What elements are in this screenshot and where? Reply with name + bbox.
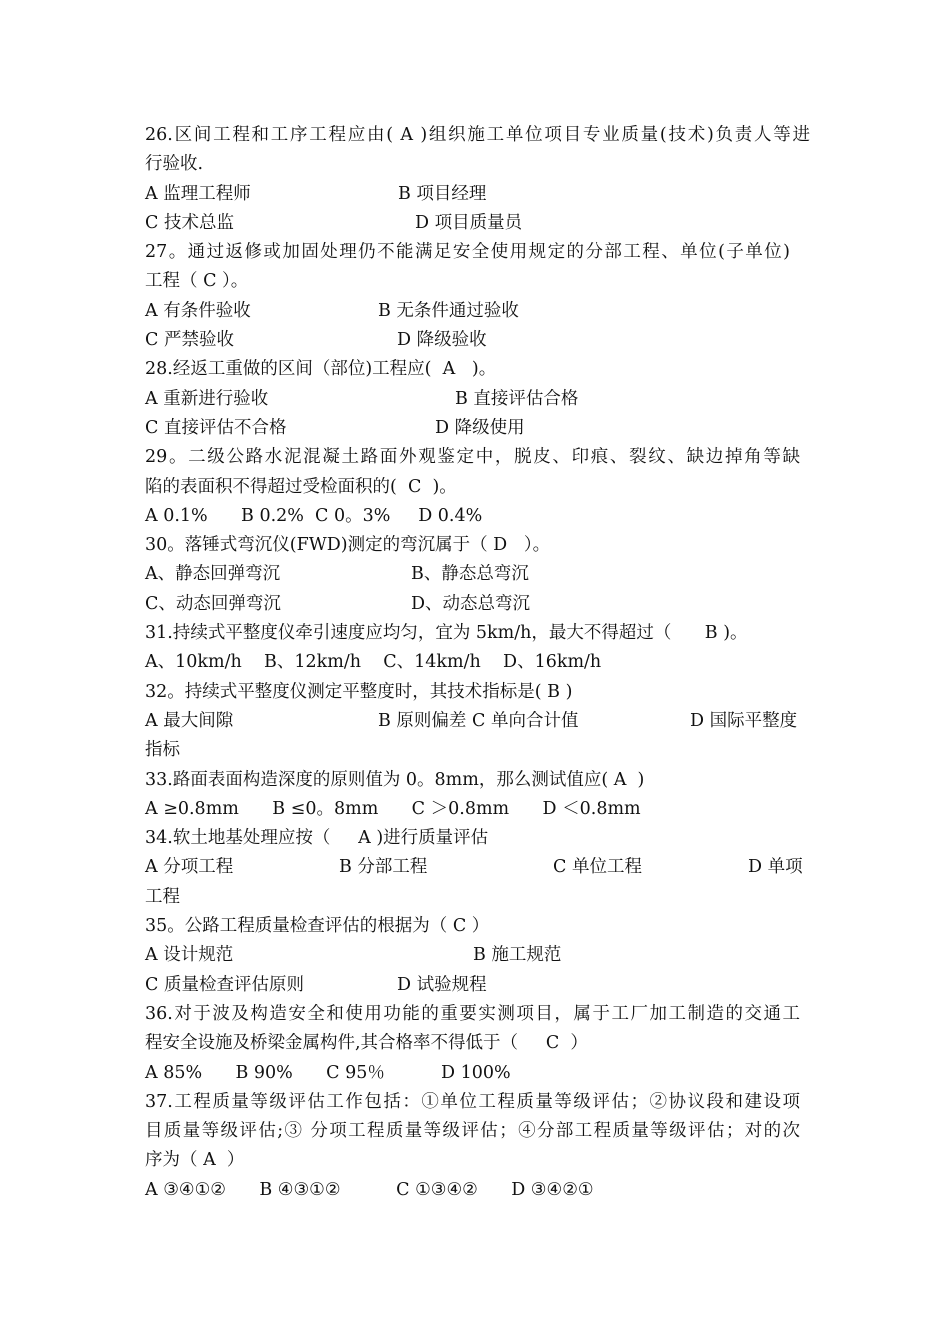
- question-stem-line: 33.路面表面构造深度的原则值为 0。8mm，那么测试值应( A ): [145, 769, 645, 790]
- option-row: [145, 385, 810, 414]
- option-b: B 分部工程: [339, 857, 428, 878]
- question-stem-line: 序为（ A ）: [145, 1150, 245, 1171]
- question-stem-line: 30。落锤式弯沉仪(FWD)测定的弯沉属于（ D ）。: [145, 535, 551, 556]
- option-row: [145, 941, 810, 970]
- question-26: [145, 121, 810, 238]
- question-stem-line: 工程（ C ）。: [145, 271, 249, 292]
- question-27: [145, 238, 810, 355]
- option-c: C 单位工程: [553, 857, 642, 878]
- question-stem-line: 36.对于波及构造安全和使用功能的重要实测项目，属于工厂加工制造的交通工: [145, 1003, 800, 1024]
- option-row: A 0.1% B 0.2% C 0。3% D 0.4%: [145, 505, 483, 526]
- option-d: D 项目质量员: [415, 212, 523, 233]
- question-33: [145, 766, 810, 825]
- option-row: [145, 326, 810, 355]
- option-d: D 国际平整度: [690, 710, 798, 731]
- question-29: [145, 443, 810, 531]
- option-row: [145, 707, 810, 736]
- question-stem-line: 26.区间工程和工序工程应由( A )组织施工单位项目专业质量(技术)负责人等进: [145, 125, 810, 145]
- option-d: D 100%: [441, 1062, 511, 1083]
- option-b: B 无条件通过验收: [378, 300, 519, 321]
- option-b: B 施工规范: [473, 945, 562, 966]
- option-b: B、静态总弯沉: [411, 564, 529, 585]
- question-35: [145, 912, 810, 1000]
- option-row: [145, 560, 810, 589]
- option-b-c: B 原则偏差 C 单向合计值: [378, 710, 579, 731]
- option-d: D 降级验收: [397, 330, 487, 351]
- question-37: [145, 1088, 810, 1205]
- question-stem-line: 目质量等级评估;③ 分项工程质量等级评估；④分部工程质量等级评估；对的次: [145, 1121, 800, 1142]
- option-c: C 严禁验收: [145, 330, 234, 351]
- question-34: [145, 824, 810, 912]
- option-row: A、10km/h B、12km/h C、14km/h D、16km/h: [145, 652, 602, 673]
- option-a: A 分项工程: [145, 857, 234, 878]
- question-31: [145, 619, 810, 678]
- question-stem-line: 28.经返工重做的区间（部位)工程应( A )。: [145, 359, 497, 380]
- option-d: D 试验规程: [397, 974, 487, 995]
- option-row: [145, 971, 810, 1000]
- option-row: [145, 853, 810, 882]
- option-d: D、动态总弯沉: [411, 593, 531, 614]
- question-stem-line: 29。二级公路水泥混凝土路面外观鉴定中，脱皮、印痕、裂纹、缺边掉角等缺: [145, 447, 800, 468]
- option-a: A 设计规范: [145, 945, 234, 966]
- question-30: [145, 531, 810, 619]
- option-row: [145, 209, 810, 238]
- option-row: [145, 590, 810, 619]
- question-stem-line: 行验收.: [145, 154, 204, 175]
- question-stem-line: 37.工程质量等级评估工作包括：①单位工程质量等级评估；②协议段和建设项: [145, 1091, 800, 1112]
- option-row: A ≥0.8mm B ≤0。8mm C ＞0.8mm D ＜0.8mm: [145, 798, 641, 819]
- option-a-b-c: A 85% B 90% C 95％: [145, 1062, 385, 1083]
- option-b: B 直接评估合格: [455, 388, 579, 409]
- option-a: A、静态回弹弯沉: [145, 564, 281, 585]
- option-continuation: 指标: [145, 740, 180, 761]
- option-b: B 项目经理: [398, 183, 487, 204]
- option-c: C、动态回弹弯沉: [145, 593, 281, 614]
- question-stem-line: 34.软土地基处理应按（ A )进行质量评估: [145, 828, 489, 849]
- option-c: C 质量检查评估原则: [145, 974, 304, 995]
- option-a: A 监理工程师: [145, 183, 251, 204]
- option-continuation: 工程: [145, 886, 180, 907]
- option-c: C 技术总监: [145, 212, 234, 233]
- option-row: [145, 180, 810, 209]
- option-a: A 重新进行验收: [145, 388, 269, 409]
- document-page: [145, 121, 810, 1205]
- question-28: [145, 355, 810, 443]
- question-stem-line: 31.持续式平整度仪牵引速度应均匀，宜为 5km/h，最大不得超过（ B )。: [145, 623, 748, 644]
- question-36: [145, 1000, 810, 1088]
- option-d: D 降级使用: [435, 417, 525, 438]
- option-a: A 最大间隙: [145, 710, 234, 731]
- question-stem-line: 程安全设施及桥梁金属构件,其合格率不得低于（ C ）: [145, 1033, 588, 1054]
- question-stem-line: 32。持续式平整度仪测定平整度时，其技术指标是( B ): [145, 681, 573, 702]
- option-a: A 有条件验收: [145, 300, 251, 321]
- option-row: [145, 414, 810, 443]
- option-row: [145, 297, 810, 326]
- option-row: [145, 1059, 810, 1088]
- question-stem-line: 27。通过返修或加固处理仍不能满足安全使用规定的分部工程、单位(子单位): [145, 242, 790, 263]
- question-stem-line: 35。公路工程质量检查评估的根据为（ C ）: [145, 916, 490, 937]
- option-d: D 单项: [748, 857, 803, 878]
- option-row: A ③④①② B ④③①② C ①③④② D ③④②①: [145, 1179, 594, 1200]
- question-32: [145, 678, 810, 766]
- option-c: C 直接评估不合格: [145, 417, 287, 438]
- question-stem-line: 陷的表面积不得超过受检面积的( C )。: [145, 476, 457, 497]
